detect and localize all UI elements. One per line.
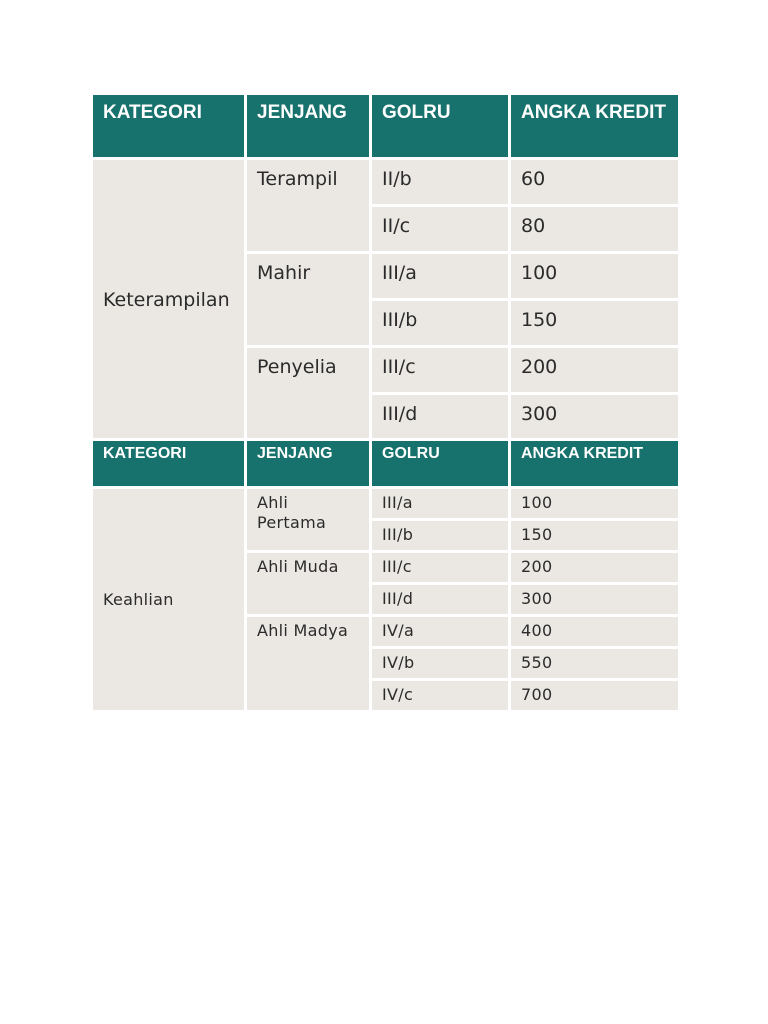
golru-cell: IV/a — [372, 617, 508, 646]
golru-cell: III/d — [372, 585, 508, 614]
kredit-cell: 100 — [511, 254, 678, 298]
golru-cell: II/c — [372, 207, 508, 251]
header-golru: GOLRU — [372, 441, 508, 486]
jenjang-cell: Mahir — [247, 254, 369, 345]
golru-cell: II/b — [372, 160, 508, 204]
table-row — [93, 489, 678, 518]
jenjang-cell: Ahli Pertama — [247, 489, 369, 550]
kredit-cell: 200 — [511, 553, 678, 582]
kredit-cell: 150 — [511, 521, 678, 550]
jenjang-cell: Ahli Madya — [247, 617, 369, 710]
kredit-cell: 300 — [511, 585, 678, 614]
jenjang-cell: Terampil — [247, 160, 369, 251]
kredit-cell: 80 — [511, 207, 678, 251]
jenjang-cell: Penyelia — [247, 348, 369, 439]
table-header-row — [93, 441, 678, 486]
kredit-cell: 700 — [511, 681, 678, 710]
kredit-cell: 150 — [511, 301, 678, 345]
kredit-cell: 60 — [511, 160, 678, 204]
header-jenjang: JENJANG — [247, 95, 369, 157]
header-kategori: KATEGORI — [93, 95, 244, 157]
golru-cell: III/a — [372, 254, 508, 298]
keahlian-table — [90, 438, 681, 713]
kredit-cell: 200 — [511, 348, 678, 392]
golru-cell: III/a — [372, 489, 508, 518]
golru-cell: III/b — [372, 301, 508, 345]
header-jenjang: JENJANG — [247, 441, 369, 486]
kredit-cell: 100 — [511, 489, 678, 518]
kredit-cell: 300 — [511, 395, 678, 439]
golru-cell: IV/c — [372, 681, 508, 710]
golru-cell: III/c — [372, 553, 508, 582]
table-header-row — [93, 95, 678, 157]
header-golru: GOLRU — [372, 95, 508, 157]
kredit-cell: 400 — [511, 617, 678, 646]
golru-cell: IV/b — [372, 649, 508, 678]
header-kategori: KATEGORI — [93, 441, 244, 486]
golru-cell: III/c — [372, 348, 508, 392]
header-angka-kredit: ANGKA KREDIT — [511, 441, 678, 486]
header-angka-kredit: ANGKA KREDIT — [511, 95, 678, 157]
golru-cell: III/b — [372, 521, 508, 550]
jenjang-cell: Ahli Muda — [247, 553, 369, 614]
kategori-cell: Keterampilan — [93, 160, 244, 439]
kredit-cell: 550 — [511, 649, 678, 678]
keterampilan-table — [90, 92, 681, 442]
kategori-cell: Keahlian — [93, 489, 244, 710]
golru-cell: III/d — [372, 395, 508, 439]
table-row — [93, 160, 678, 204]
